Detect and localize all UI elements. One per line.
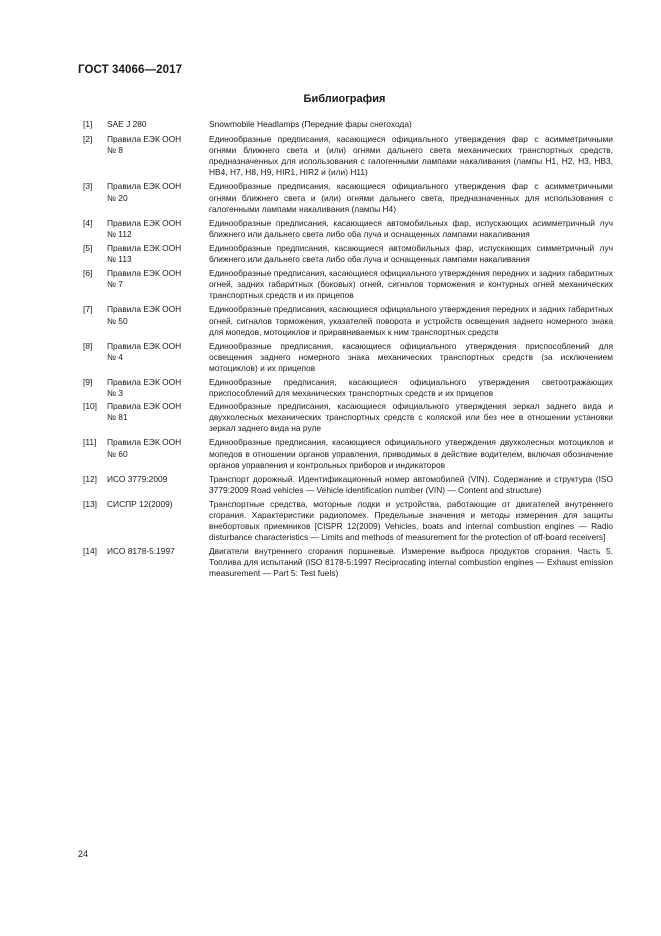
entry-number: [10] <box>83 401 97 412</box>
entry-number: [12] <box>83 473 97 484</box>
entry-reference: Правила ЕЭК ООН № 8 <box>107 134 182 156</box>
entry-reference: Правила ЕЭК ООН № 60 <box>107 437 182 459</box>
entry-description: Транспорт дорожный. Идентификационный номер автомобилей (VIN). Содержание и структура (ISO 3779:2009 Road vehicles — Vehicle identification number (VIN) — Content and structure) <box>209 473 613 495</box>
entry-description: Единообразные предписания, касающиеся официального утверждения зеркал заднего вида и двухколесных механических транспортных средств с коляской или без нее в отношении установки зеркал заднего вида на руле <box>209 401 613 434</box>
entry-number: [11] <box>83 437 97 448</box>
entry-description: Единообразные предписания, касающиеся официального утверждения фар с асимметричными огнями ближнего света и (или) огнями дальнего света механических транспортных средств, предназначенных для использования с галогенными лампами накаливания (лампы H1, H2, H3, HB3, HB4, H7, H8, H9, HIR1, HIR2 и (или) H11) <box>209 134 613 178</box>
entry-description: Транспортные средства, моторные лодки и устройства, работающие от двигателей внутреннего сгорания. Характеристики радиопомех. Предельные значения и методы измерения для защиты внебортовых приемников [CISPR 12(2009) Vehicles, boats and internal combustion engines — Radio disturbance characteristics — Limits and methods of measurement for the protection of off-board receivers] <box>209 498 613 543</box>
section-title: Библиография <box>303 93 386 105</box>
bibliography-entry <box>83 243 613 265</box>
bibliography-entry <box>83 119 613 130</box>
entry-number: [4] <box>83 217 93 228</box>
entry-reference: Правила ЕЭК ООН № 112 <box>107 217 182 239</box>
entry-description: Единообразные предписания, касающиеся автомобильных фар, испускающих асимметричный луч ближнего или дальнего света либо оба луча и оснащенных лампами накаливания <box>209 217 613 239</box>
entry-number: [5] <box>83 242 93 253</box>
bibliography-entry <box>83 546 613 579</box>
bibliography-entry <box>83 181 613 214</box>
entry-description: Единообразные предписания, касающиеся автомобильных фар, испускающих симметричный луч ближнего или дальнего света либо оба луча и оснащенных лампами накаливания <box>209 242 613 265</box>
bibliography-entry <box>83 341 613 374</box>
bibliography-entry <box>83 474 613 496</box>
entry-reference: Правила ЕЭК ООН № 50 <box>107 304 182 326</box>
bibliography-entry <box>83 268 613 301</box>
entry-description: Двигатели внутреннего сгорания поршневые. Измерение выброса продуктов сгорания. Часть 5. Топлива для испытаний (ISO 8178-5:1997 Reciprocating internal combustion engines — Exhaust emission measurement — Part 5: Test fuels) <box>209 546 613 579</box>
entry-description: Единообразные предписания, касающиеся официального утверждения фар с асимметричными огнями ближнего света и (или) огнями дальнего света, предназначенных для использования с галогенными лампами накаливания (лампы H4) <box>209 181 613 214</box>
entry-number: [9] <box>83 376 93 387</box>
entry-description: Единообразные предписания, касающиеся официального утверждения передних и задних габаритных огней, сигналов торможения, указателей поворота и устройств освещения заднего номерного знака для мопедов, мотоциклов и приравниваемых к ним транспортных средств <box>209 304 613 337</box>
entry-number: [1] <box>83 119 93 129</box>
entry-description: Единообразные предписания, касающиеся официального утверждения приспособлений для освещения заднего номерного знака механических транспортных средств (за исключением мотоциклов) и их прицепов <box>209 340 613 373</box>
bibliography-list <box>83 119 613 580</box>
document-header: ГОСТ 34066—2017 <box>78 64 183 76</box>
entry-number: [7] <box>83 304 93 315</box>
entry-description: Единообразные предписания, касающиеся официального утверждения двухколесных мотоциклов и мопедов в отношении органов управления, приводимых в действие водителем, включая обозначение органов управления и контрольных приборов и индикаторов <box>209 437 613 470</box>
page-number: 24 <box>78 849 89 859</box>
bibliography-entry <box>83 499 613 543</box>
entry-number: [8] <box>83 340 93 351</box>
entry-reference: Правила ЕЭК ООН № 20 <box>107 181 182 203</box>
entry-description: Snowmobile Headlamps (Передние фары снегохода) <box>209 119 412 129</box>
entry-description: Единообразные предписания, касающиеся официального утверждения передних и задних габаритных огней, задних габаритных (боковых) огней, сигналов торможения и контурных огней механических транспортных средств и их прицепов <box>209 268 613 301</box>
entry-reference: ИСО 8178-5:1997 <box>107 546 175 557</box>
entry-number: [3] <box>83 181 93 192</box>
entry-reference: ИСО 3779:2009 <box>107 473 168 484</box>
entry-number: [6] <box>83 268 93 279</box>
entry-reference: Правила ЕЭК ООН № 4 <box>107 340 182 362</box>
bibliography-entry <box>83 377 613 399</box>
entry-number: [14] <box>83 546 97 557</box>
entry-reference: SAE J 280 <box>107 119 147 129</box>
bibliography-entry <box>83 304 613 337</box>
entry-reference: СИСПР 12(2009) <box>107 498 173 509</box>
entry-reference: Правила ЕЭК ООН № 7 <box>107 268 182 290</box>
entry-number: [13] <box>83 498 97 509</box>
entry-reference: Правила ЕЭК ООН № 113 <box>107 242 182 265</box>
bibliography-entry <box>83 401 613 434</box>
entry-reference: Правила ЕЭК ООН № 3 <box>107 376 182 399</box>
entry-description: Единообразные предписания, касающиеся официального утверждения светоотражающих приспособлений для механических транспортных средств и их прицепов <box>209 376 613 399</box>
entry-reference: Правила ЕЭК ООН № 81 <box>107 401 182 423</box>
entry-number: [2] <box>83 134 93 145</box>
bibliography-entry <box>83 218 613 240</box>
bibliography-entry <box>83 134 613 178</box>
bibliography-entry <box>83 437 613 470</box>
